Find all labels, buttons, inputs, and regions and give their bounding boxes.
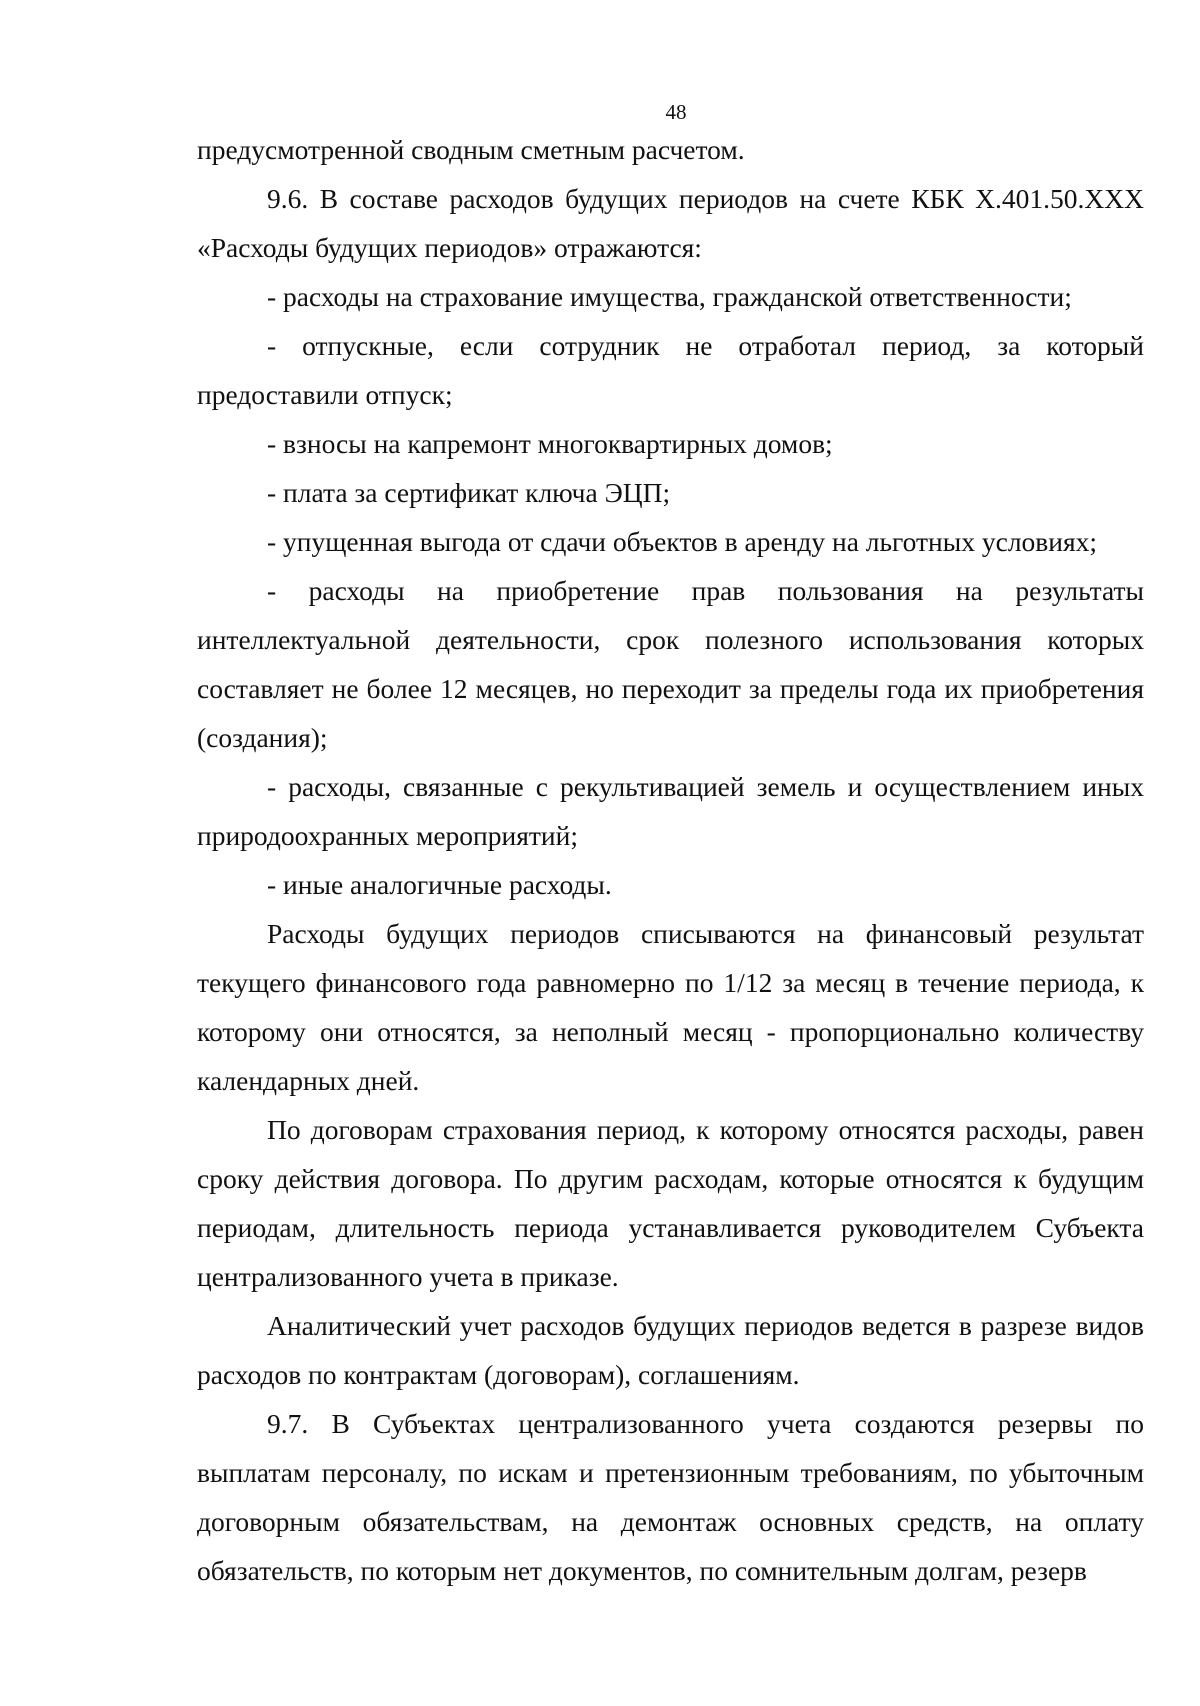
document-body (197, 125, 1144, 1595)
list-item-ip-rights: - расходы на приобретение прав пользования на результаты интеллектуальной деятельности, срок полезного использования которых составляет не более 12 месяцев, но переходит за пределы года их приобретения (создания); (197, 575, 1144, 753)
list-item-vacation-pay: - отпускные, если сотрудник не отработал период, за который предоставили отпуск; (197, 330, 1144, 410)
paragraph-write-off: Расходы будущих периодов списываются на финансовый результат текущего финансового года равномерно по 1/12 за месяц в течение периода, к которому они относятся, за неполный месяц - пропорционально количеству календарных дней. (197, 918, 1144, 1096)
paragraph-continuation: предусмотренной сводным сметным расчетом. (197, 134, 745, 165)
list-item-insurance: - расходы на страхование имущества, гражданской ответственности; (267, 281, 1072, 312)
page-number: 48 (665, 100, 687, 124)
paragraph-insurance-period: По договорам страхования период, к которому относятся расходы, равен сроку действия договора. По другим расходам, которые относятся к будущим периодам, длительность периода устанавливается руководителем Субъекта централизованного учета в приказе. (197, 1114, 1144, 1292)
list-item-certificate: - плата за сертификат ключа ЭЦП; (267, 477, 671, 508)
paragraph-9-7: 9.7. В Субъектах централизованного учета создаются резервы по выплатам персоналу, по искам и претензионным требованиям, по убыточным договорным обязательствам, на демонтаж основных средств, на оплату обязательств, по которым нет документов, по сомнительным долгам, резерв (197, 1408, 1144, 1586)
list-item-other: - иные аналогичные расходы. (267, 869, 612, 900)
list-item-lost-profit: - упущенная выгода от сдачи объектов в аренду на льготных условиях; (267, 526, 1098, 557)
list-item-capital-repair: - взносы на капремонт многоквартирных домов; (267, 428, 833, 459)
paragraph-analytical-accounting: Аналитический учет расходов будущих периодов ведется в разрезе видов расходов по контрактам (договорам), соглашениям. (197, 1310, 1144, 1390)
list-item-land-reclamation: - расходы, связанные с рекультивацией земель и осуществлением иных природоохранных мероприятий; (197, 771, 1144, 851)
paragraph-9-6: 9.6. В составе расходов будущих периодов на счете КБК Х.401.50.ХХХ «Расходы будущих периодов» отражаются: (197, 183, 1144, 263)
